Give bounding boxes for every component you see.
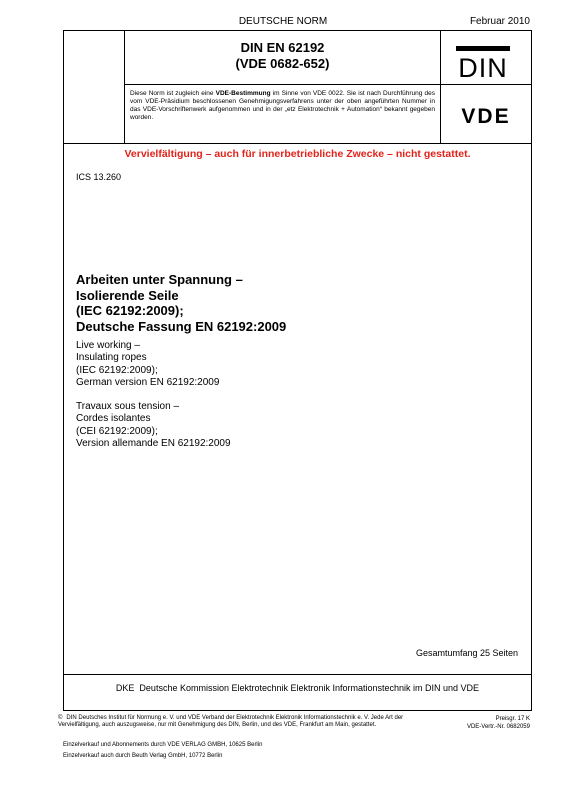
standard-number bbox=[130, 40, 435, 72]
dke-line: DKE Deutsche Kommission Elektrotechnik Elektronik Informationstechnik im DIN und VDE bbox=[115, 683, 480, 693]
title-divider bbox=[124, 84, 532, 85]
standard-type-header: DEUTSCHE NORM bbox=[238, 16, 328, 27]
vde-order-number: VDE-Vertr.-Nr. 0682059 bbox=[466, 724, 530, 730]
total-pages: Gesamtumfang 25 Seiten bbox=[415, 648, 518, 658]
ics-code: ICS 13.260 bbox=[76, 172, 122, 182]
german-title bbox=[76, 272, 286, 334]
german-title-line: (IEC 62192:2009); bbox=[76, 303, 184, 318]
standard-number-line1: DIN EN 62192 bbox=[240, 40, 325, 55]
french-title-line: (CEI 62192:2009); bbox=[76, 425, 158, 437]
french-title-line: Travaux sous tension – bbox=[76, 401, 180, 412]
german-title-line: Deutsche Fassung EN 62192:2009 bbox=[76, 318, 287, 334]
dke-divider bbox=[63, 674, 532, 675]
english-title-line: (IEC 62192:2009); bbox=[76, 364, 158, 376]
vde-logo bbox=[450, 103, 522, 127]
german-title-line: Isolierende Seile bbox=[76, 287, 179, 303]
vde-logo-text: VDE bbox=[461, 105, 511, 127]
standard-number-line2: (VDE 0682-652) bbox=[235, 56, 330, 71]
price-group: Preisgr. 17 K bbox=[495, 716, 530, 722]
statement-bold: VDE-Bestimmung bbox=[215, 90, 271, 97]
sales-beuth: Einzelverkauf auch durch Beuth Verlag GmbH, 10772 Berlin bbox=[63, 753, 223, 759]
header-block-divider bbox=[63, 143, 532, 144]
vde-statement bbox=[130, 90, 435, 122]
reproduction-warning: Vervielfältigung – auch für innerbetriebliche Zwecke – nicht gestattet. bbox=[124, 148, 471, 160]
french-title-line: Cordes isolantes bbox=[76, 413, 151, 425]
copyright-symbol: © bbox=[58, 715, 63, 721]
french-title-line: Version allemande EN 62192:2009 bbox=[76, 438, 231, 450]
german-title-line: Arbeiten unter Spannung – bbox=[76, 272, 243, 287]
left-column-divider bbox=[124, 30, 125, 143]
statement-part2: im Sinne von VDE 0022. Sie ist nach Durchführung des vom VDE-Präsidium beschlossenen Genehmigungsverfahrens unter der oben angeführten Nummer in das VDE-Vorschriftenwerk aufgenommen und in der „etz Elektrotechnik + Automation“ bekannt gegeben worden. bbox=[130, 90, 435, 121]
english-title-line: Live working – bbox=[76, 340, 140, 351]
english-title-line: German version EN 62192:2009 bbox=[76, 377, 220, 389]
copyright-notice bbox=[58, 715, 428, 730]
din-logo-text: DIN bbox=[458, 53, 508, 80]
copyright-text: DIN Deutsches Institut für Normung e. V. und VDE Verband der Elektrotechnik Elektronik Informationstechnik e. V. Jede Art der Vervielfältigung, auch auszugsweise, nur mit Genehmigung des DIN, Berlin, und des VDE, Frankfurt am Main, gestattet. bbox=[58, 715, 404, 729]
right-column-divider bbox=[440, 30, 441, 143]
english-title-line: Insulating ropes bbox=[76, 352, 147, 364]
din-logo bbox=[452, 44, 514, 80]
statement-part1: Diese Norm ist zugleich eine bbox=[130, 90, 216, 97]
sales-vde: Einzelverkauf und Abonnements durch VDE VERLAG GMBH, 10625 Berlin bbox=[63, 742, 263, 748]
publication-date: Februar 2010 bbox=[469, 16, 530, 27]
french-title bbox=[76, 401, 231, 451]
price-info bbox=[467, 715, 530, 731]
english-title bbox=[76, 340, 219, 390]
